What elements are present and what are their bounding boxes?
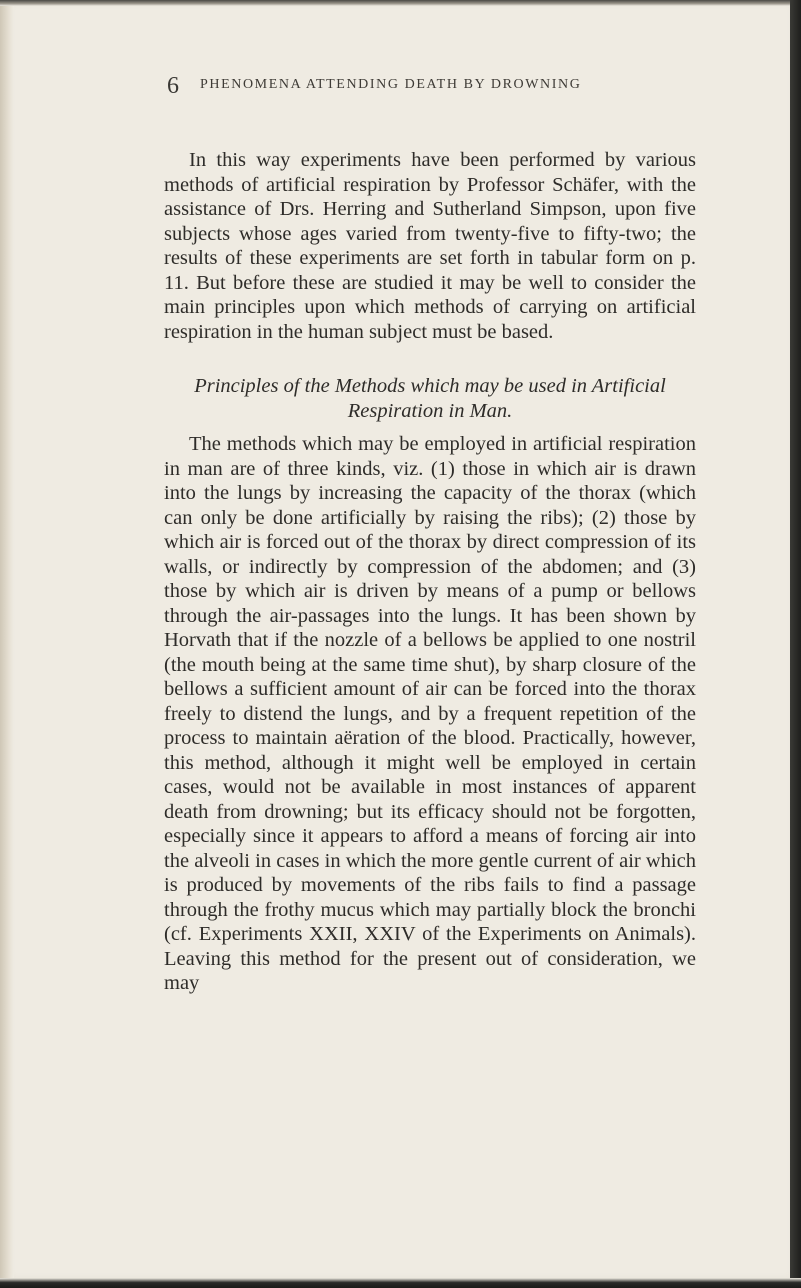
page-bottom-edge	[0, 1278, 801, 1288]
intro-paragraph: In this way experiments have been performed by various methods of artificial respiration by Professor Schäfer, with the assistance of Drs. Herring and Sutherland Simpson, upon five subjects whose ages varied from twenty-five to fifty-two; the results of these experiments are set forth in tabular form on p. 11. But before these are studied it may be well to consider the main principles upon which methods of carrying on artificial respiration in the human subject must be based.	[164, 149, 696, 343]
page-right-edge	[790, 0, 801, 1288]
page-header	[0, 66, 790, 106]
section-heading: Principles of the Methods which may be used in Artificial Respiration in Man.	[194, 375, 666, 422]
running-head: PHENOMENA ATTENDING DEATH BY DROWNING	[200, 77, 582, 92]
page-gutter-shadow	[0, 0, 14, 1282]
page-number: 6	[167, 73, 179, 99]
principles-paragraph: The methods which may be employed in artificial respiration in man are of three kinds, viz. (1) those in which air is drawn into the lungs by increasing the capacity of the thorax (which can only be done artificially by raising the ribs); (2) those by which air is forced out of the thorax by direct compression of its walls, or indirectly by compression of the abdomen; and (3) those by which air is driven by means of a pump or bellows through the air-passages into the lungs. It has been shown by Horvath that if the nozzle of a bellows be applied to one nostril (the mouth being at the same time shut), by sharp closure of the bellows a sufficient amount of air can be forced into the thorax freely to distend the lungs, and by a frequent repetition of the process to maintain aëration of the blood. Practically, however, this method, although it might well be employed in certain cases, would not be available in most instances of apparent death from drowning; but its efficacy should not be forgotten, especially since it appears to afford a means of forcing air into the alveoli in cases in which the more gentle current of air which is produced by movements of the ribs fails to find a passage through the frothy mucus which may partially block the bronchi (cf. Experiments XXII, XXIV of the Experiments on Animals). Leaving this method for the present out of consideration, we may	[164, 433, 696, 994]
page-top-edge	[0, 0, 790, 6]
